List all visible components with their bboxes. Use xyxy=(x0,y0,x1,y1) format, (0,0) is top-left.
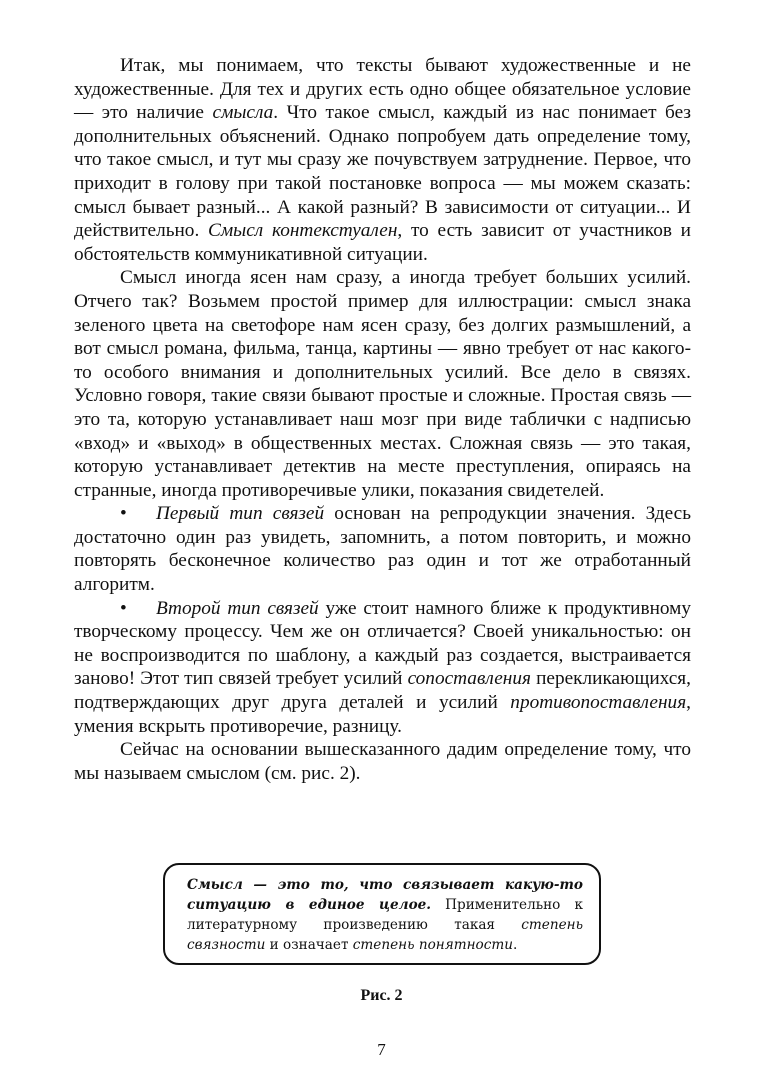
definition-bold: Смысл — это то, что связывает какую-то ситуацию в единое целое. xyxy=(187,877,583,913)
text-run: , то есть зависит от участников и обстоятельств коммуникативной ситуации. xyxy=(74,220,691,265)
text-run: и означает xyxy=(265,937,353,953)
italic-term: смысла xyxy=(212,102,274,124)
bullet-item-2 xyxy=(74,597,691,739)
italic-term: Первый тип связей xyxy=(156,503,325,525)
text-run: Сейчас на основании вышесказанного дадим определение тому, что мы называем смыслом (см. рис. 2). xyxy=(74,739,691,784)
text-run: Смысл иногда ясен нам сразу, а иногда требует больших усилий. Отчего так? Возьмем простой пример для иллюстрации: смысл знака зеленого цвета на светофоре нам ясен сразу, без долгих размышлений, а вот смысл романа, фильма, танца, картины — явно требует от нас какого-то особого внимания и дополнительных усилий. Все дело в связях. Условно говоря, такие связи бывают простые и сложные. Простая связь — это та, которую устанавливает наш мозг при виде таблички с надписью «вход» и «выход» в общественных местах. Сложная связь — это такая, которую устанавливает детектив на месте преступления, опираясь на странные, иногда противоречивые улики, показания свидетелей. xyxy=(74,267,691,501)
text-run: уже стоит намного ближе к продуктивному творческому процессу. Чем же он отличается? Своей уникальностью: он не воспроизводится по шаблону, а каждый раз создается, выстраивается заново! Этот тип связей требует усилий xyxy=(74,597,691,690)
paragraph-1 xyxy=(74,54,691,266)
text-run: Итак, мы понимаем, что тексты бывают художественные и не художественные. Для тех и других есть одно общее обязательное условие — это наличие xyxy=(74,55,691,124)
text-run: . Что такое смысл, каждый из нас понимает без дополнительных объяснений. Однако попробуем дать определение тому, что такое смысл, и тут мы сразу же почувствуем затруднение. Первое, что приходит в голову при такой постановке вопроса — мы можем сказать: смысл бывает разный... А какой разный? В зависимости от ситуации... И действительно. xyxy=(74,102,691,242)
italic-term: Второй тип связей xyxy=(156,597,319,619)
definition-text xyxy=(187,875,583,955)
bullet-item-1 xyxy=(74,502,691,596)
text-run: . xyxy=(513,937,518,953)
italic-term: сопоставления xyxy=(407,668,531,690)
italic-term: противопоставления xyxy=(510,692,687,714)
text-run: основан на репродукции значения. Здесь достаточно один раз увидеть, запомнить, а потом повторить, и можно повторять бесконечное количество раз один и тот же отработанный алгоритм. xyxy=(74,503,691,596)
figure-caption: Рис. 2 xyxy=(360,987,403,1004)
page-number: 7 xyxy=(377,1040,386,1059)
body-text xyxy=(74,54,691,785)
text-run: перекликающихся, подтверждающих друг друга деталей и усилий xyxy=(74,668,691,714)
definition-box xyxy=(163,863,601,965)
italic-term: степень понятности xyxy=(352,937,514,953)
italic-term: степень связности xyxy=(187,917,583,953)
text-run: Применительно к литературному произведению такая xyxy=(187,897,583,933)
bullet-marker: • xyxy=(120,597,127,619)
italic-term: Смысл контекстуален xyxy=(208,220,398,242)
bullet-marker: • xyxy=(120,503,127,525)
paragraph-2 xyxy=(74,266,691,502)
paragraph-3 xyxy=(74,738,691,785)
text-run: , умения вскрыть противоречие, разницу. xyxy=(74,692,691,737)
